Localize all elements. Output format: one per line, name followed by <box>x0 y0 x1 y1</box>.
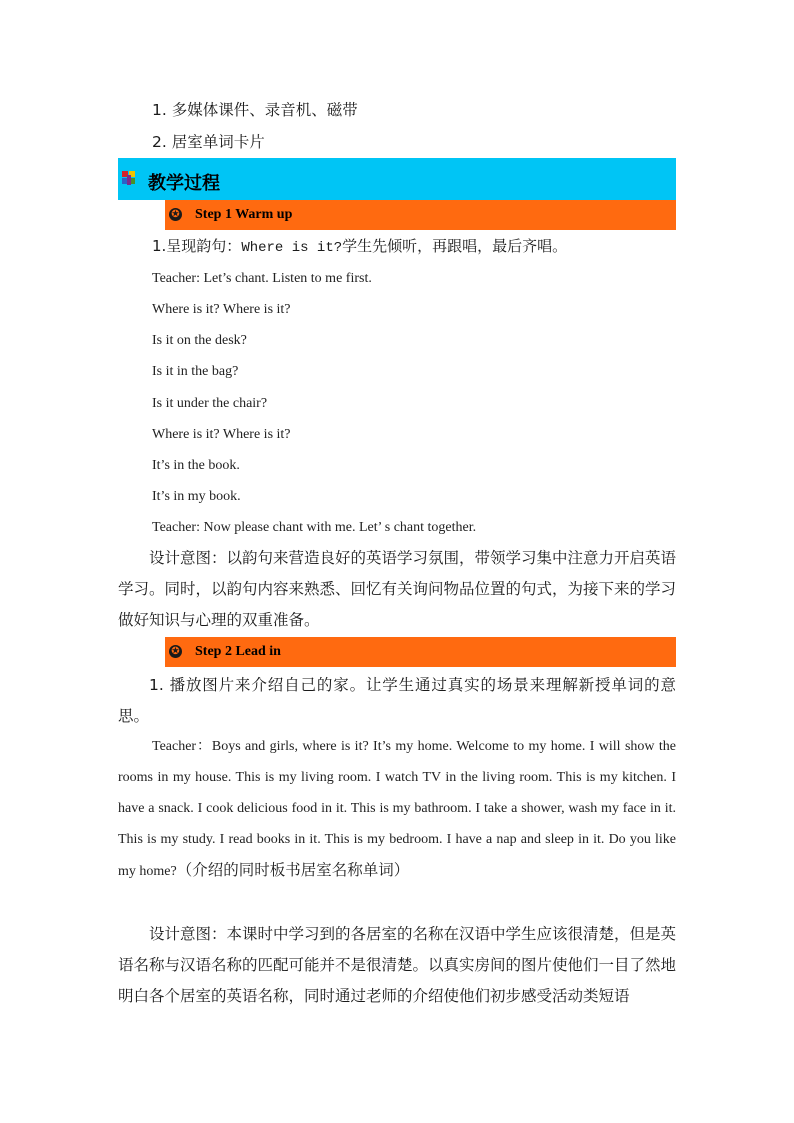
step1-title: Step 1 Warm up <box>195 207 293 222</box>
step1-intro-code: Where is it? <box>241 240 343 256</box>
step1-intro <box>152 239 567 255</box>
colored-blocks-icon <box>122 171 136 185</box>
materials-item-2: 2. 居室单词卡片 <box>152 133 265 151</box>
teacher-speech: Teacher：Boys and girls, where is it? It’s my home. Welcome to my home. I will show the rooms in my house. This is my living room. I watch TV in the living room. This is my kitchen. I have a snack. I cook delicious food in it. This is my bathroom. I take a shower, wash my face in it. This is my study. I read books in it. This is my bedroom. I have a nap and sleep in it. Do you like my home? <box>118 739 676 879</box>
step1-design-intent: 设计意图：以韵句来营造良好的英语学习氛围，带领学习集中注意力开启英语学习。同时，以韵句内容来熟悉、回忆有关询问物品位置的句式，为接下来的学习做好知识与心理的双重准备。 <box>118 549 677 629</box>
chant-line: Teacher: Let’s chant. Listen to me first. <box>152 271 372 286</box>
chant-line: It’s in my book. <box>152 489 241 504</box>
step2-title: Step 2 Lead in <box>195 644 281 659</box>
materials-item-1: 1. 多媒体课件、录音机、磁带 <box>152 101 358 119</box>
chant-line: Where is it? Where is it? <box>152 427 291 442</box>
chant-line: Teacher: Now please chant with me. Let’ s chant together. <box>152 520 477 535</box>
step1-intro-prefix: 1.呈现韵句： <box>152 237 242 255</box>
step2-teacher-text <box>118 731 676 887</box>
chant-line: Is it under the chair? <box>152 396 268 411</box>
chant-line: Is it in the bag? <box>152 364 239 379</box>
teacher-note: （介绍的同时板书居室名称单词） <box>176 861 410 879</box>
chant-line: Is it on the desk? <box>152 333 247 348</box>
step2-design-intent: 设计意图：本课时中学习到的各居室的名称在汉语中学生应该很清楚，但是英语名称与汉语名称的匹配可能并不是很清楚。以真实房间的图片使他们一目了然地明白各个居室的英语名称，同时通过老师的介绍使他们初步感受活动类短语 <box>118 925 677 1005</box>
step1-intro-suffix: 学生先倾听，再跟唱，最后齐唱。 <box>342 237 568 255</box>
star-circle-icon: ✪ <box>169 208 182 221</box>
step2-intro: 1. 播放图片来介绍自己的家。让学生通过真实的场景来理解新授单词的意思。 <box>118 676 676 725</box>
chant-line: It’s in the book. <box>152 458 240 473</box>
chant-line: Where is it? Where is it? <box>152 302 291 317</box>
section-title: 教学过程 <box>148 173 220 194</box>
star-circle-icon: ✪ <box>169 645 182 658</box>
